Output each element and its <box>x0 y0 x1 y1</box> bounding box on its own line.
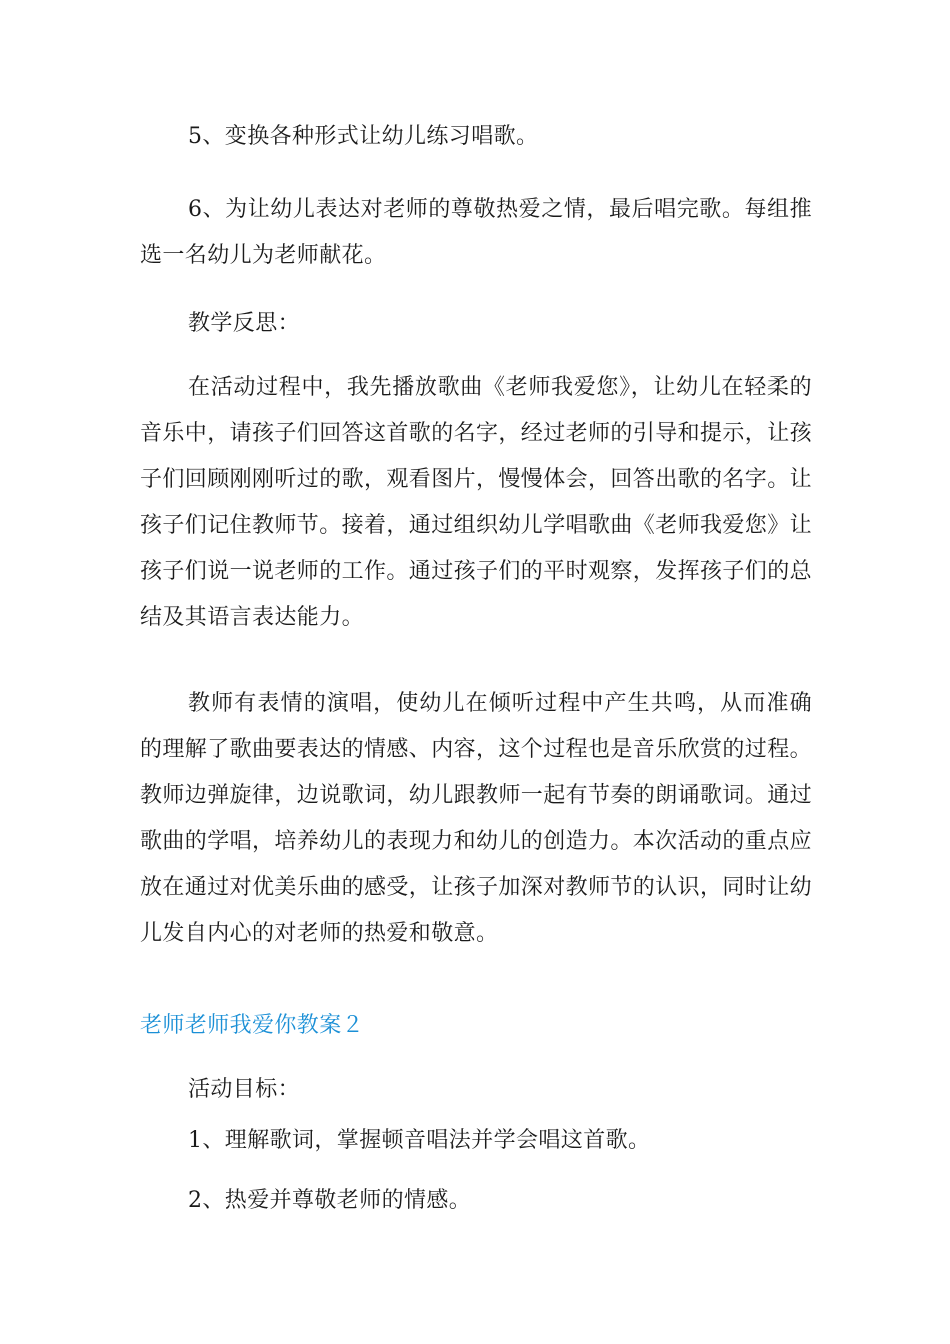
paragraph-objective-2: 2、热爱并尊敬老师的情感。 <box>188 1188 472 1213</box>
paragraph-step-5: 5、变换各种形式让幼儿练习唱歌。 <box>188 124 539 149</box>
paragraph-reflection-2: 教师有表情的演唱，使幼儿在倾听过程中产生共鸣，从而准确的理解了歌曲要表达的情感、内容，这个过程也是音乐欣赏的过程。教师边弹旋律，边说歌词，幼儿跟教师一起有节奏的朗诵歌词。通过歌曲的学唱，培养幼儿的表现力和幼儿的创造力。本次活动的重点应放在通过对优美乐曲的感受，让孩子加深对教师节的认识，同时让幼儿发自内心的对老师的热爱和敬意。 <box>140 691 813 946</box>
paragraph-objectives-label: 活动目标： <box>188 1077 301 1102</box>
paragraph-reflection-1: 在活动过程中，我先播放歌曲《老师我爱您》，让幼儿在轻柔的音乐中，请孩子们回答这首歌的名字，经过老师的引导和提示，让孩子们回顾刚刚听过的歌，观看图片，慢慢体会，回答出歌的名字。让孩子们记住教师节。接着，通过组织幼儿学唱歌曲《老师我爱您》让孩子们说一说老师的工作。通过孩子们的平时观察，发挥孩子们的总结及其语言表达能力。 <box>140 375 813 630</box>
section-heading: 老师老师我爱你教案２ <box>140 1013 365 1038</box>
paragraph-step-6: 6、为让幼儿表达对老师的尊敬热爱之情，最后唱完歌。每组推选一名幼儿为老师献花。 <box>140 197 812 268</box>
paragraph-objective-1: 1、理解歌词，掌握顿音唱法并学会唱这首歌。 <box>188 1128 651 1153</box>
paragraph-reflection-label: 教学反思： <box>188 311 301 336</box>
